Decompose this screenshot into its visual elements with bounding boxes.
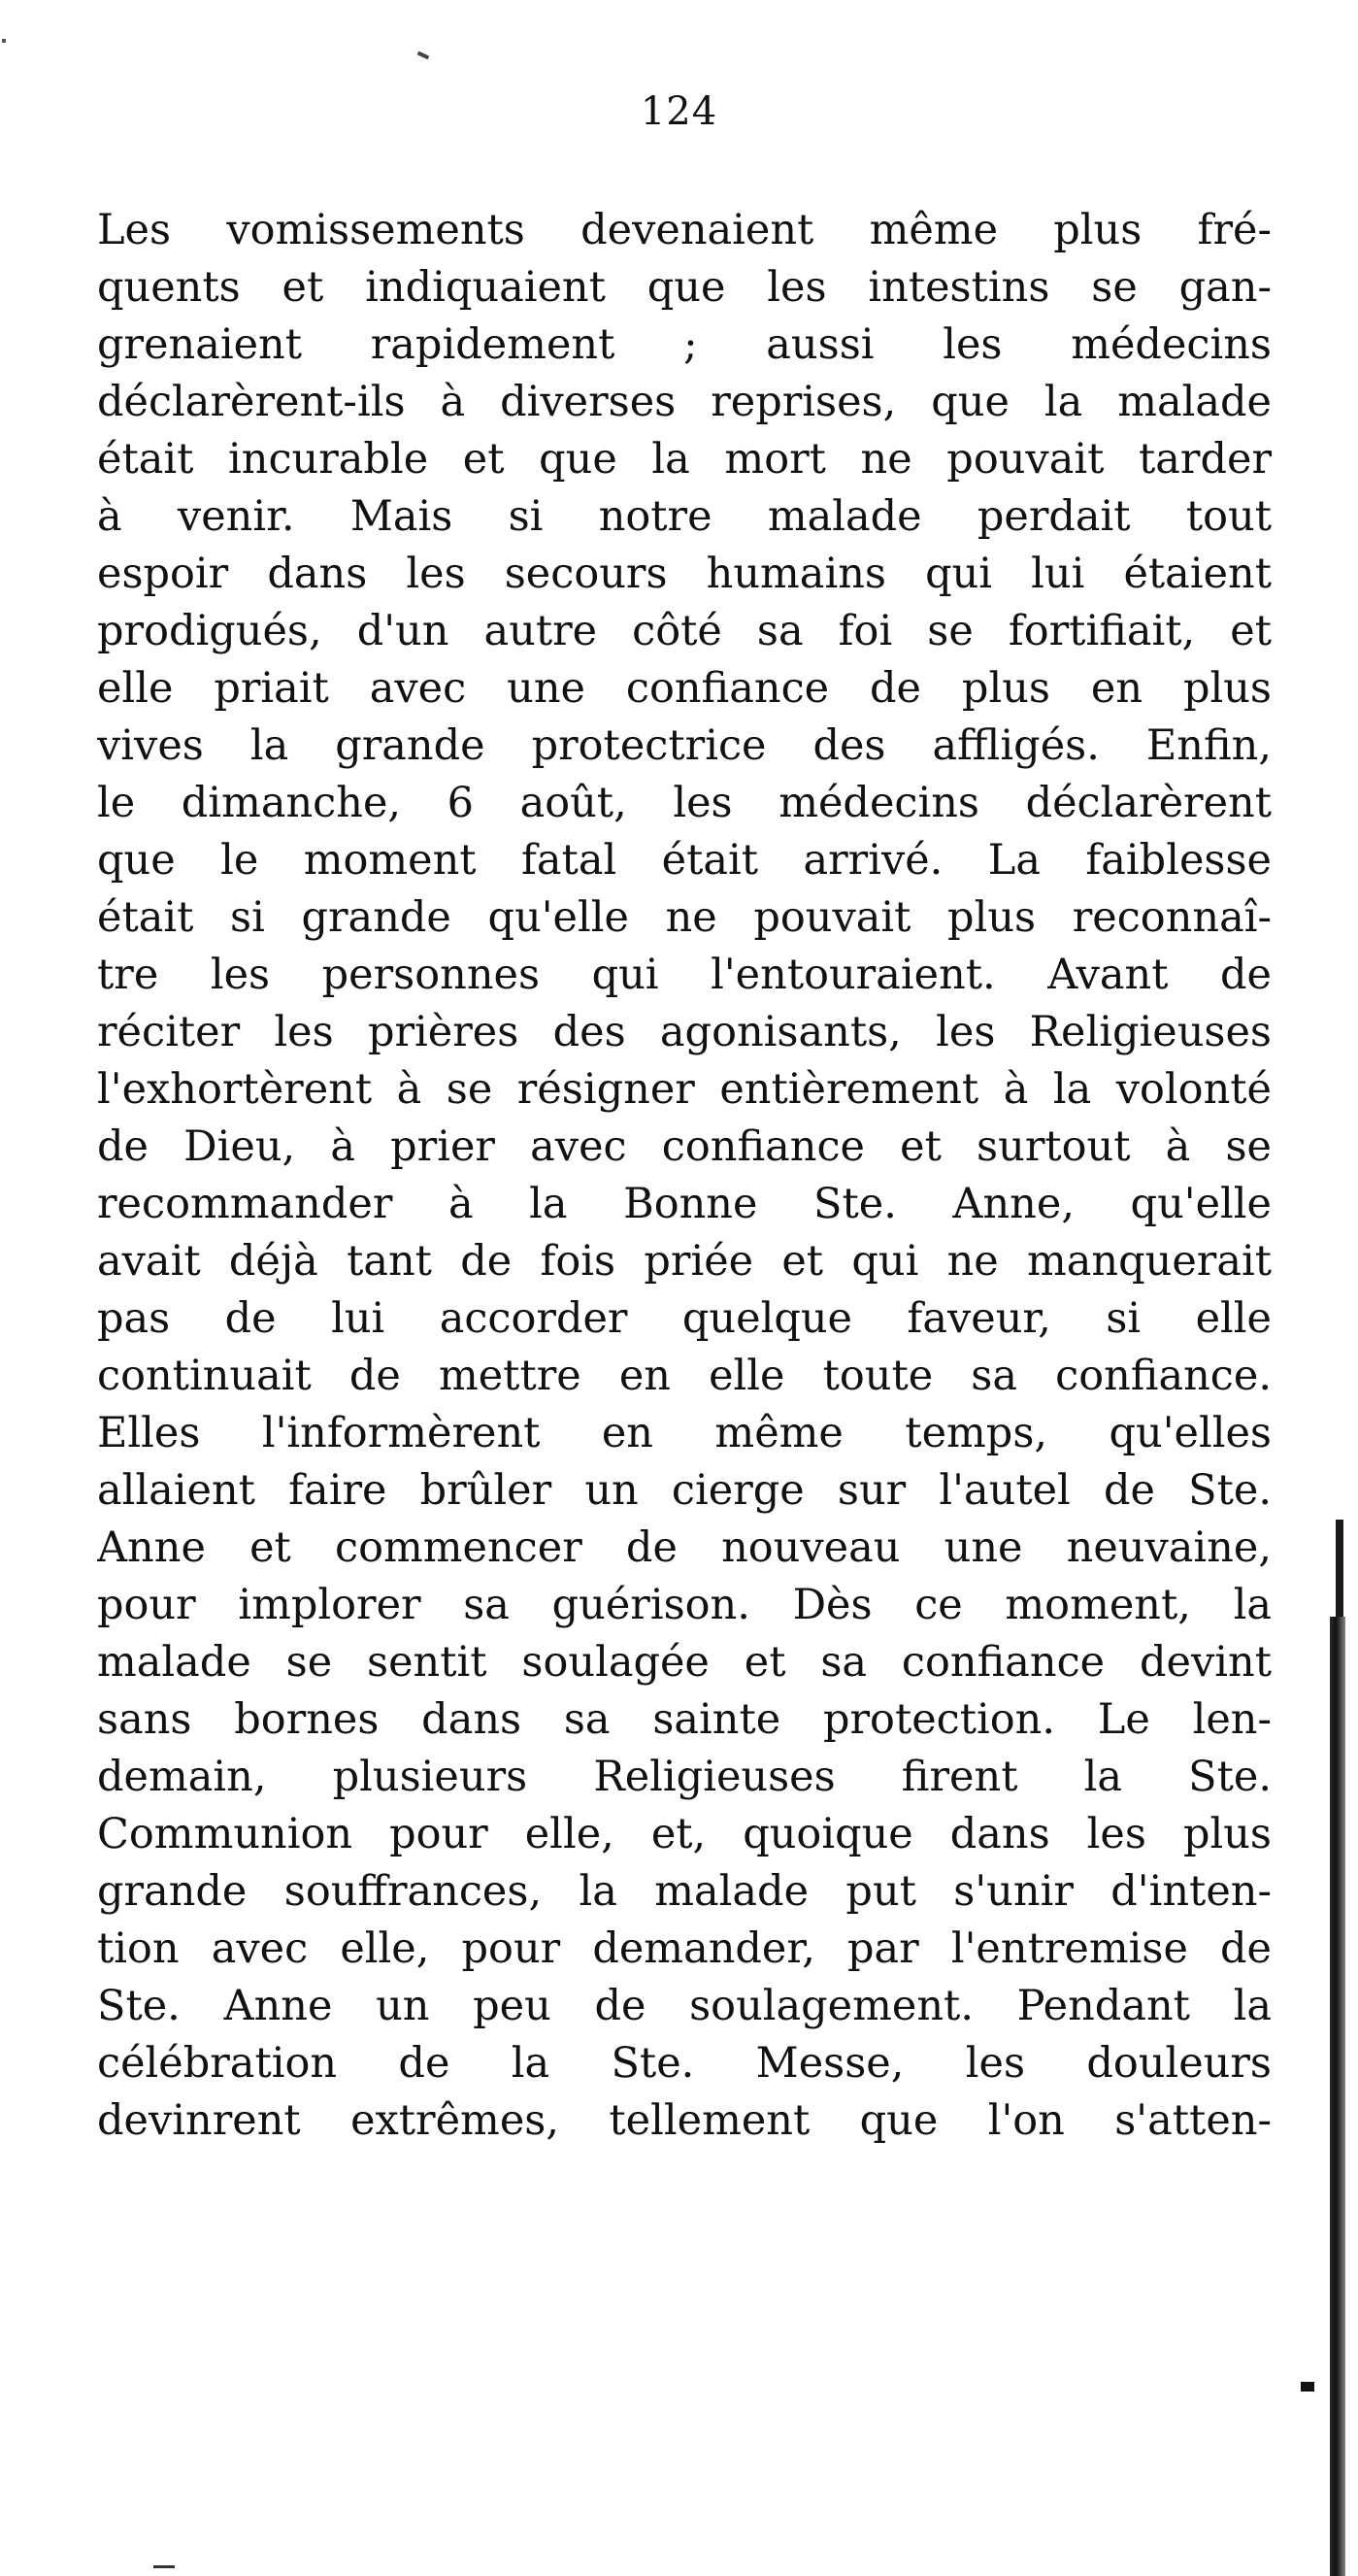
text-line: Communion pour elle, et, quoique dans les plus [97, 1810, 1272, 1858]
text-line: Les vomissements devenaient même plus fré- [97, 206, 1272, 254]
text-line: que le moment fatal était arrivé. La faiblesse [97, 836, 1272, 885]
page-edge-shadow [1330, 1617, 1345, 2576]
text-line: grenaient rapidement ; aussi les médecins [97, 320, 1272, 369]
text-line: Elles l'informèrent en même temps, qu'elles [97, 1409, 1272, 1457]
text-line: tion avec elle, pour demander, par l'entremise de [97, 1924, 1272, 1973]
text-line: espoir dans les secours humains qui lui étaient [97, 550, 1272, 598]
text-line: malade se sentit soulagée et sa confiance devint [97, 1638, 1272, 1687]
text-line: à venir. Mais si notre malade perdait tout [97, 492, 1272, 541]
text-line: prodigués, d'un autre côté sa foi se fortifiait, et [97, 607, 1272, 655]
text-line: l'exhortèrent à se résigner entièrement à la volonté [97, 1065, 1272, 1114]
text-line: le dimanche, 6 août, les médecins déclarèrent [97, 779, 1272, 827]
scan-mark [153, 2565, 175, 2568]
text-line: recommander à la Bonne Ste. Anne, qu'elle [97, 1180, 1272, 1228]
text-line: pour implorer sa guérison. Dès ce moment, la [97, 1581, 1272, 1629]
text-line: quents et indiquaient que les intestins se gan- [97, 263, 1272, 312]
text-line: elle priait avec une confiance de plus en plus [97, 664, 1272, 713]
text-line: était incurable et que la mort ne pouvait tarder [97, 435, 1272, 484]
text-line: grande souffrances, la malade put s'unir d'inten- [97, 1867, 1272, 1916]
text-line: vives la grande protectrice des affligés. Enfin, [97, 721, 1272, 770]
scan-speck [2, 39, 6, 43]
body-text [97, 202, 1272, 2150]
text-line: avait déjà tant de fois priée et qui ne manquerait [97, 1237, 1272, 1286]
text-line: tre les personnes qui l'entouraient. Avant de [97, 951, 1272, 999]
page-number: 124 [640, 89, 718, 134]
text-line: sans bornes dans sa sainte protection. Le len- [97, 1695, 1272, 1744]
text-line: réciter les prières des agonisants, les Religieuses [97, 1008, 1272, 1056]
text-line: déclarèrent-ils à diverses reprises, que la malade [97, 378, 1272, 426]
text-line: devinrent extrêmes, tellement que l'on s'atten- [97, 2096, 1272, 2145]
text-line: pas de lui accorder quelque faveur, si elle [97, 1294, 1272, 1343]
text-line: continuait de mettre en elle toute sa confiance. [97, 1352, 1272, 1400]
page-edge-shadow [1336, 1520, 1343, 1626]
text-line: allaient faire brûler un cierge sur l'autel de Ste. [97, 1466, 1272, 1515]
text-line: était si grande qu'elle ne pouvait plus reconnaî- [97, 893, 1272, 942]
text-line: Ste. Anne un peu de soulagement. Pendant la [97, 1982, 1272, 2030]
text-line: demain, plusieurs Religieuses firent la Ste. [97, 1753, 1272, 1801]
text-line: célébration de la Ste. Messe, les douleurs [97, 2039, 1272, 2088]
text-line: Anne et commencer de nouveau une neuvaine, [97, 1523, 1272, 1572]
text-line: de Dieu, à prier avec confiance et surtout à se [97, 1122, 1272, 1171]
scan-mark [1301, 2382, 1314, 2392]
scan-mark [417, 51, 430, 60]
